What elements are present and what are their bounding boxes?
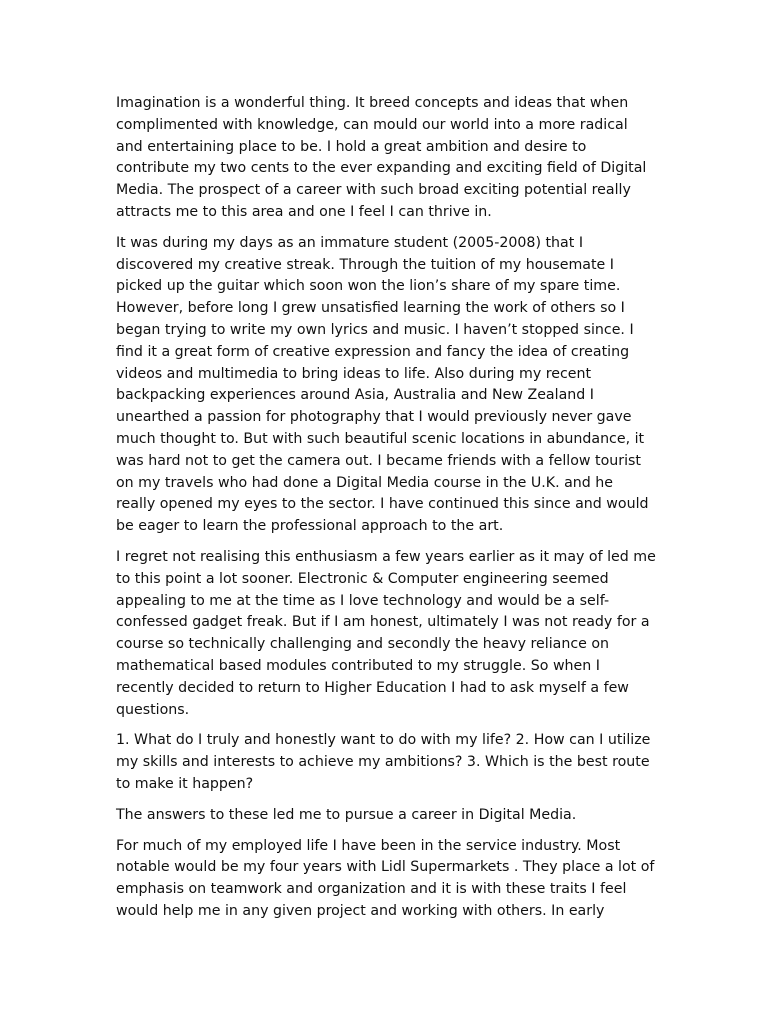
paragraph-regret: I regret not realising this enthusiasm a few years earlier as it may of led me to this point a lot sooner. Electronic & Computer engineering seemed appealing to me at the time as I love technology and would be a self-confessed gadget freak. But if I am honest, ultimately I was not ready for a course so technically challenging and secondly the heavy reliance on mathematical based modules contributed to my struggle. So when I recently decided to return to Higher Education I had to ask myself a few questions. xyxy=(116,548,656,718)
paragraph-creative-streak: It was during my days as an immature student (2005-2008) that I discovered my creative streak. Through the tuition of my housemate I picked up the guitar which soon won the lion’s share of my spare time. However, before long I grew unsatisfied learning the work of others so I began trying to write my own lyrics and music. I haven’t stopped since. I find it a great form of creative expression and fancy the idea of creating videos and multimedia to bring ideas to life. Also during my recent backpacking experiences around Asia, Australia and New Zealand I unearthed a passion for photography that I would previously never gave much thought to. But with such beautiful scenic locations in abundance, it was hard not to get the camera out. I became friends with a fellow tourist on my travels who had done a Digital Media course in the U.K. and he really opened my eyes to the sector. I have continued this since and would be eager to learn the professional approach to the art. xyxy=(116,234,649,535)
paragraph-employment: For much of my employed life I have been in the service industry. Most notable would be my four years with Lidl Supermarkets . They place a lot of emphasis on teamwork and organization and it is with these traits I feel would help me in any given project and working with others. In early xyxy=(116,837,655,919)
paragraph-questions: 1. What do I truly and honestly want to do with my life? 2. How can I utilize my skills and interests to achieve my ambitions? 3. Which is the best route to make it happen? xyxy=(116,732,651,792)
paragraph-answers: The answers to these led me to pursue a career in Digital Media. xyxy=(116,806,577,823)
document-page xyxy=(116,93,656,932)
paragraph-imagination: Imagination is a wonderful thing. It breed concepts and ideas that when complimented with knowledge, can mould our world into a more radical and entertaining place to be. I hold a great ambition and desire to contribute my two cents to the ever expanding and exciting field of Digital Media. The prospect of a career with such broad exciting potential really attracts me to this area and one I feel I can thrive in. xyxy=(116,95,647,220)
